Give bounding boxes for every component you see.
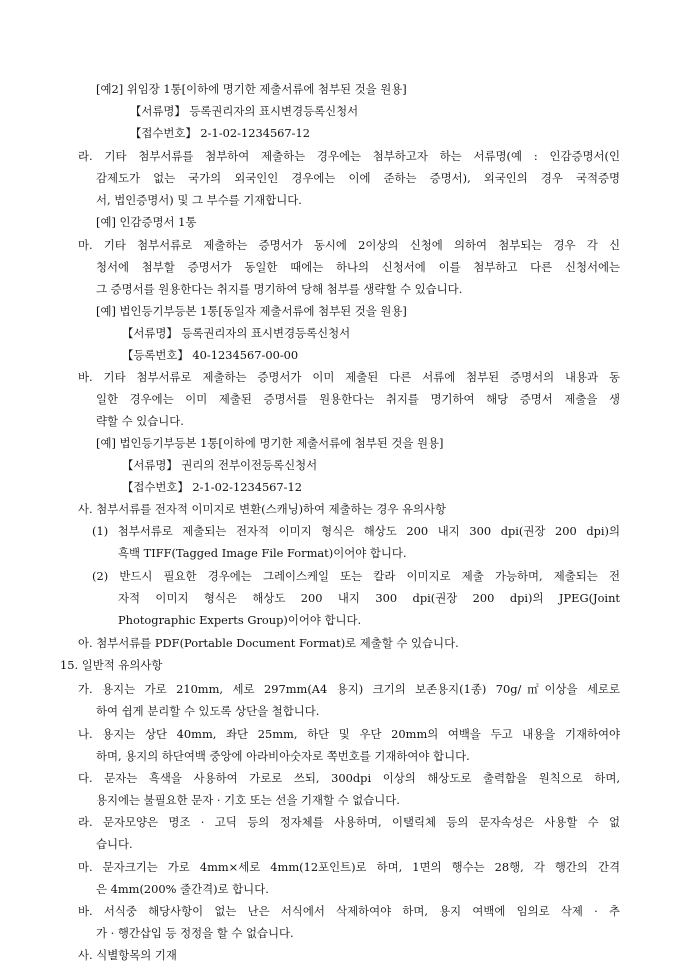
item-ra-example: [예] 인감증명서 1통 bbox=[96, 215, 197, 229]
item-ba-line-2: 일한 경우에는 이미 제출된 증명서를 원용한다는 취지를 명기하여 해당 증명서 제출을 생 bbox=[96, 392, 620, 406]
general-ra-line-2: 습니다. bbox=[96, 837, 133, 851]
item-ba-example: [예] 법인등기부등본 1통[이하에 명기한 제출서류에 첨부된 것을 원용] bbox=[96, 436, 444, 450]
general-sa-heading: 사. 식별항목의 기재 bbox=[78, 948, 177, 962]
general-na-line-2: 하며, 용지의 하단여백 중앙에 아라비아숫자로 쪽번호를 기재하여야 합니다. bbox=[96, 749, 470, 763]
item-sa-2-line-3: Photographic Experts Group)이어야 합니다. bbox=[118, 613, 362, 627]
item-sa-1-line-1: (1) 첨부서류로 제출되는 전자적 이미지 형식은 해상도 200 내지 300 dpi(권장 200 dpi)의 bbox=[92, 524, 620, 538]
item-sa-heading: 사. 첨부서류를 전자적 이미지로 변환(스캐닝)하여 제출하는 경우 유의사항 bbox=[78, 502, 446, 516]
general-ba-line-2: 가 · 행간삽입 등 정정을 할 수 없습니다. bbox=[96, 926, 294, 940]
general-da-line-2: 용지에는 불필요한 문자 · 기호 또는 선을 기재할 수 없습니다. bbox=[96, 793, 400, 807]
item-sa-1-line-2: 흑백 TIFF(Tagged Image File Format)이어야 합니다. bbox=[118, 546, 407, 560]
item-ba-document-name: 【서류명】 권리의 전부이전등록신청서 bbox=[122, 458, 318, 472]
item-ba-line-3: 략할 수 있습니다. bbox=[96, 414, 184, 428]
item-ma-example: [예] 법인등기부등본 1통[동일자 제출서류에 첨부된 것을 원용] bbox=[96, 304, 407, 318]
item-ma-line-2: 청서에 첨부할 증명서가 동일한 때에는 하나의 신청서에 이를 첨부하고 다른 신청서에는 bbox=[96, 260, 620, 274]
general-ba-line-1: 바. 서식중 해당사항이 없는 난은 서식에서 삭제하여야 하며, 용지 여백에 임의로 삭제 · 추 bbox=[78, 904, 620, 918]
section-15-heading: 15. 일반적 유의사항 bbox=[60, 658, 163, 672]
item-sa-2-line-2: 자적 이미지 형식은 해상도 200 내지 300 dpi(권장 200 dpi)의 JPEG(Joint bbox=[118, 591, 620, 605]
general-ga-line-1: 가. 용지는 가로 210mm, 세로 297mm(A4 용지) 크기의 보존용지(1종) 70g/㎡이상을 세로로 bbox=[78, 682, 620, 696]
item-ba-line-1: 바. 기타 첨부서류로 제출하는 증명서가 이미 제출된 다른 서류에 첨부된 증명서의 내용과 동 bbox=[78, 370, 620, 384]
item-a-pdf: 아. 첨부서류를 PDF(Portable Document Format)로 제출할 수 있습니다. bbox=[78, 636, 459, 650]
item-ra-line-3: 서, 법인증명서) 및 그 부수를 기재합니다. bbox=[96, 193, 302, 207]
item-ra-line-1: 라. 기타 첨부서류를 첨부하여 제출하는 경우에는 첨부하고자 하는 서류명(예 : 인감증명서(인 bbox=[78, 149, 620, 163]
item-ma-registration-number: 【등록번호】 40-1234567-00-00 bbox=[122, 348, 299, 362]
item-ba-receipt-number: 【접수번호】 2-1-02-1234567-12 bbox=[122, 480, 303, 494]
example-2-document-name: 【서류명】 등록권리자의 표시변경등록신청서 bbox=[130, 104, 359, 118]
item-sa-2-line-1: (2) 반드시 필요한 경우에는 그레이스케일 또는 칼라 이미지로 제출 가능하며, 제출되는 전 bbox=[92, 569, 620, 583]
item-ma-document-name: 【서류명】 등록권리자의 표시변경등록신청서 bbox=[122, 326, 351, 340]
example-2-receipt-number: 【접수번호】 2-1-02-1234567-12 bbox=[130, 126, 311, 140]
item-ra-line-2: 감제도가 없는 국가의 외국인인 경우에는 이에 준하는 증명서), 외국인의 경우 국적증명 bbox=[96, 171, 620, 185]
example-2-power-of-attorney: [예2] 위임장 1통[이하에 명기한 제출서류에 첨부된 것을 원용] bbox=[96, 82, 407, 96]
general-na-line-1: 나. 용지는 상단 40mm, 좌단 25mm, 하단 및 우단 20mm의 여백을 두고 내용을 기재하여야 bbox=[78, 727, 620, 741]
item-ma-line-3: 그 증명서를 원용한다는 취지를 명기하여 당해 첨부를 생략할 수 있습니다. bbox=[96, 282, 463, 296]
item-ma-line-1: 마. 기타 첨부서류로 제출하는 증명서가 동시에 2이상의 신청에 의하여 첨부되는 경우 각 신 bbox=[78, 238, 620, 252]
general-ra-line-1: 라. 문자모양은 명조 · 고딕 등의 정자체를 사용하며, 이탤릭체 등의 문자속성은 사용할 수 없 bbox=[78, 815, 620, 829]
general-ma-line-1: 마. 문자크기는 가로 4mm×세로 4mm(12포인트)로 하며, 1면의 행수는 28행, 각 행간의 간격 bbox=[78, 860, 620, 874]
general-ma-line-2: 은 4mm(200% 줄간격)로 합니다. bbox=[96, 882, 269, 896]
general-ga-line-2: 하여 쉽게 분리할 수 있도록 상단을 철합니다. bbox=[96, 704, 320, 718]
general-da-line-1: 다. 문자는 흑색을 사용하여 가로로 쓰되, 300dpi 이상의 해상도로 출력함을 원칙으로 하며, bbox=[78, 771, 620, 785]
